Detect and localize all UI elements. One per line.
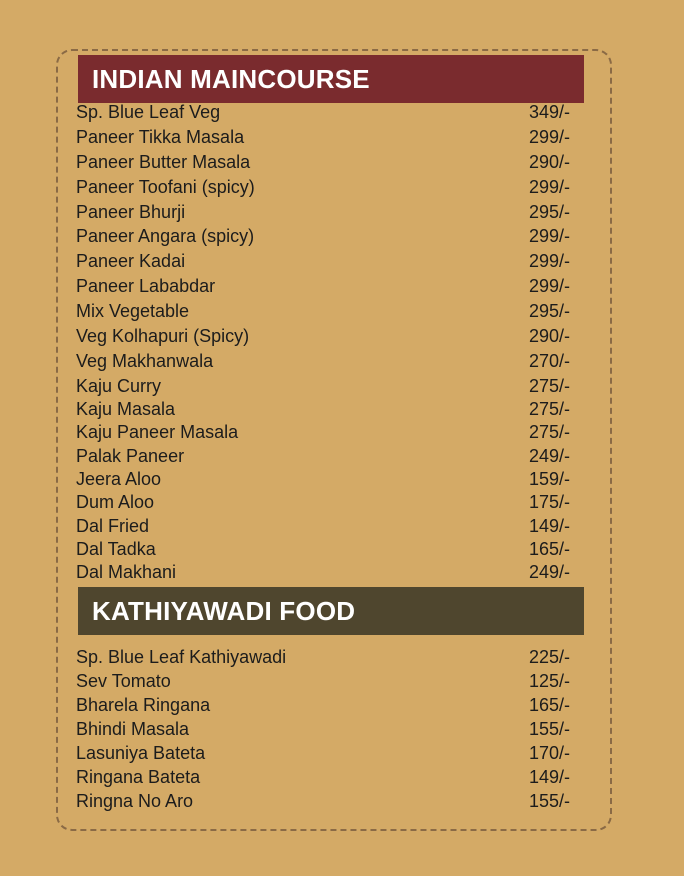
- menu-item-name: Veg Makhanwala: [76, 350, 214, 371]
- menu-item: [76, 152, 570, 177]
- menu-item-name: Bharela Ringana: [76, 695, 211, 715]
- menu-item-name: Ringana Bateta: [76, 767, 201, 787]
- section-header-kathiyawadi-food: KATHIYAWADI FOOD: [78, 587, 584, 635]
- menu-list-indian-maincourse: [76, 102, 570, 585]
- menu-item-price: 275/-: [528, 422, 570, 443]
- menu-item: [76, 469, 570, 492]
- menu-item: [76, 743, 570, 767]
- menu-item-name: Jeera Aloo: [76, 468, 162, 489]
- menu-item-price: 155/-: [528, 719, 570, 739]
- section-header-indian-maincourse: INDIAN MAINCOURSE: [78, 55, 584, 103]
- menu-item-name: Dal Makhani: [76, 562, 177, 583]
- menu-item-price: 290/-: [528, 326, 570, 347]
- menu-item-name: Sev Tomato: [76, 671, 171, 691]
- menu-item: [76, 376, 570, 399]
- menu-item: [76, 562, 570, 585]
- menu-item: [76, 516, 570, 539]
- menu-item-price: 275/-: [528, 399, 570, 420]
- menu-item-price: 249/-: [528, 562, 570, 583]
- menu-item: [76, 326, 570, 351]
- menu-item: [76, 226, 570, 251]
- menu-item: [76, 351, 570, 376]
- menu-item: [76, 446, 570, 469]
- menu-item: [76, 492, 570, 515]
- menu-item-price: 349/-: [528, 102, 570, 122]
- menu-item-price: 295/-: [528, 201, 570, 222]
- menu-item-price: 159/-: [528, 468, 570, 489]
- menu-item: [76, 202, 570, 227]
- menu-item-price: 299/-: [528, 126, 570, 147]
- menu-item-name: Mix Vegetable: [76, 301, 190, 322]
- menu-item-price: 249/-: [528, 445, 570, 466]
- menu-item-price: 149/-: [528, 767, 570, 787]
- menu-item-price: 155/-: [528, 791, 570, 811]
- menu-item: [76, 102, 570, 127]
- menu-item-price: 299/-: [528, 176, 570, 197]
- menu-item: [76, 695, 570, 719]
- menu-item-name: Dal Fried: [76, 515, 150, 536]
- menu-item: [76, 647, 570, 671]
- menu-item-name: Bhindi Masala: [76, 719, 190, 739]
- menu-item: [76, 767, 570, 791]
- menu-item-price: 290/-: [528, 151, 570, 172]
- menu-item-name: Sp. Blue Leaf Kathiyawadi: [76, 647, 287, 667]
- menu-item-name: Kaju Curry: [76, 375, 162, 396]
- menu-item-price: 270/-: [528, 350, 570, 371]
- menu-item-price: 165/-: [528, 695, 570, 715]
- menu-item-name: Dal Tadka: [76, 538, 156, 559]
- menu-item-price: 299/-: [528, 276, 570, 297]
- menu-item: [76, 301, 570, 326]
- menu-item-name: Paneer Tikka Masala: [76, 126, 245, 147]
- menu-item-name: Sp. Blue Leaf Veg: [76, 102, 221, 122]
- menu-item-price: 165/-: [528, 538, 570, 559]
- menu-item: [76, 422, 570, 445]
- menu-item: [76, 127, 570, 152]
- menu-item-price: 125/-: [528, 671, 570, 691]
- menu-item-price: 225/-: [528, 647, 570, 667]
- menu-item-price: 295/-: [528, 301, 570, 322]
- menu-item-name: Kaju Paneer Masala: [76, 422, 239, 443]
- menu-item-name: Paneer Lababdar: [76, 276, 216, 297]
- menu-item-name: Ringna No Aro: [76, 791, 194, 811]
- menu-list-kathiyawadi-food: [76, 647, 570, 815]
- menu-item-name: Paneer Bhurji: [76, 201, 186, 222]
- menu-item-price: 299/-: [528, 251, 570, 272]
- menu-item-price: 170/-: [528, 743, 570, 763]
- menu-item-name: Paneer Butter Masala: [76, 151, 251, 172]
- menu-item: [76, 539, 570, 562]
- menu-item-name: Lasuniya Bateta: [76, 743, 206, 763]
- menu-item-name: Paneer Angara (spicy): [76, 226, 255, 247]
- menu-item-name: Dum Aloo: [76, 492, 155, 513]
- menu-item-name: Kaju Masala: [76, 399, 176, 420]
- menu-item-name: Palak Paneer: [76, 445, 185, 466]
- menu-item: [76, 177, 570, 202]
- menu-item: [76, 671, 570, 695]
- menu-item-name: Paneer Toofani (spicy): [76, 176, 255, 197]
- menu-item-name: Paneer Kadai: [76, 251, 186, 272]
- menu-item: [76, 791, 570, 815]
- menu-item-price: 149/-: [528, 515, 570, 536]
- menu-item-price: 175/-: [528, 492, 570, 513]
- menu-item-price: 299/-: [528, 226, 570, 247]
- menu-item: [76, 719, 570, 743]
- menu-item: [76, 276, 570, 301]
- menu-item-price: 275/-: [528, 375, 570, 396]
- menu-item: [76, 399, 570, 422]
- menu-item: [76, 251, 570, 276]
- menu-item-name: Veg Kolhapuri (Spicy): [76, 326, 250, 347]
